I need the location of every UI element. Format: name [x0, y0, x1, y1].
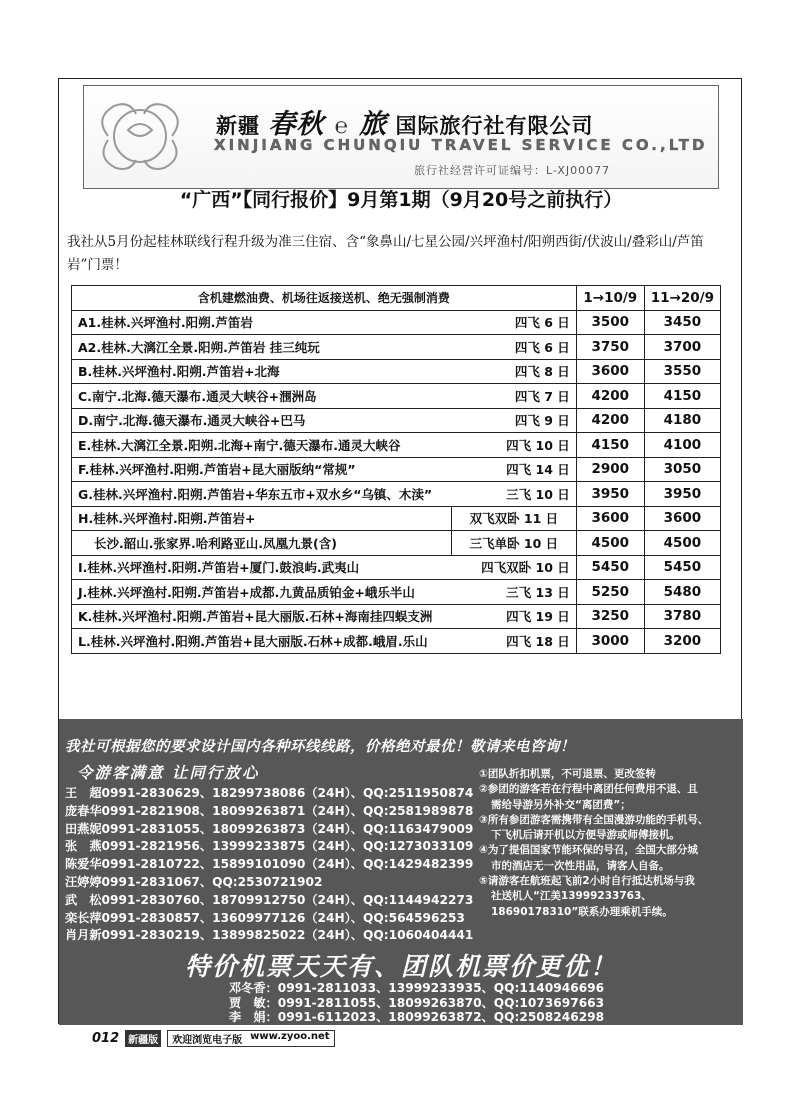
note-item: [479, 874, 741, 920]
note-line: ⑤请游客在航班起飞前2小时自行抵达机场与我: [479, 875, 695, 888]
price-cell: 3780: [644, 604, 720, 629]
price-cell: 4150: [644, 384, 720, 409]
header-period-2: 11→20/9: [644, 286, 720, 311]
note-line: 下飞机后请开机以方便导游或师傅接机。: [491, 829, 680, 842]
days-text: 四飞 19 日: [506, 609, 570, 625]
route-cell: [72, 310, 577, 335]
contact-line: 王 超0991-2830629、18299738086（24H）、QQ:2511950874: [65, 786, 474, 800]
table-row: [72, 482, 721, 507]
ticket-contact-line: 李 娟：0991-6112023、18099263872、QQ:2508246298: [229, 1010, 605, 1024]
contact-line: 汪婷婷0991-2831067、QQ:2530721902: [65, 874, 323, 889]
table-row: [72, 384, 721, 409]
contact-line: 庞春华0991-2821908、18099263871（24H）、QQ:2581989878: [65, 803, 474, 818]
price-cell: 3750: [576, 335, 644, 360]
route-text: 长沙.韶山.张家界.哈利路亚山.凤凰九景(含): [94, 535, 337, 551]
route-text: A2.桂林.大漓江全景.阳朔.芦笛岩 挂三纯玩: [78, 339, 320, 355]
days-text: 四飞 14 日: [506, 462, 570, 478]
price-cell: 3000: [576, 629, 644, 654]
price-table: [71, 285, 721, 654]
table-row: [72, 531, 721, 556]
price-cell: 5450: [576, 555, 644, 580]
satisfaction-slogan: 令游客满意 让同行放心: [77, 764, 260, 782]
days-text: 四飞 8 日: [514, 364, 570, 380]
company-name-part-lv: 旅: [359, 109, 388, 140]
days-cell: 双飞双卧 11 日: [452, 506, 577, 531]
note-line: 市的酒店无一次性用品，请客人自备。: [491, 859, 670, 872]
days-cell: 三飞单卧 10 日: [452, 531, 577, 556]
note-item: [479, 813, 741, 844]
license-number: 旅行社经营许可证编号：L-XJ00077: [414, 164, 611, 177]
days-text: 四飞 9 日: [514, 413, 570, 429]
route-cell: [72, 335, 577, 360]
note-line: ③所有参团游客需携带有全国漫游功能的手机号、: [479, 813, 709, 826]
route-cell: [72, 457, 577, 482]
page-footer: [92, 1030, 335, 1046]
table-row: [72, 506, 721, 531]
route-text: C.南宁.北海.德天瀑布.通灵大峡谷+涠洲岛: [78, 388, 317, 404]
route-text: E.桂林.大漓江全景.阳朔.北海+南宁.德天瀑布.通灵大峡谷: [78, 437, 401, 453]
page-title: “广西”【同行报价】9月第1期（9月20号之前执行）: [179, 189, 623, 211]
route-text: J.桂林.兴坪渔村.阳朔.芦笛岩+成都.九黄品质铂金+峨乐半山: [78, 584, 415, 600]
route-text: K.桂林.兴坪渔村.阳朔.芦笛岩+昆大丽版.石林+海南挂四蜈支洲: [78, 609, 433, 625]
table-row: [72, 433, 721, 458]
days-text: 四飞双卧 10 日: [481, 560, 570, 576]
price-cell: 3600: [576, 506, 644, 531]
note-line: 需给导游另外补交“离团费”；: [491, 798, 631, 811]
price-cell: 3600: [576, 359, 644, 384]
price-cell: 4500: [644, 531, 720, 556]
ticket-slogan: 特价机票天天有、团队机票价更优！: [184, 952, 617, 981]
days-text: 三飞 10 日: [506, 486, 570, 502]
route-text: A1.桂林.兴坪渔村.阳朔.芦笛岩: [78, 315, 253, 331]
table-row: [72, 604, 721, 629]
route-cell: [72, 604, 577, 629]
days-text: 四飞 6 日: [514, 315, 570, 331]
price-cell: 5480: [644, 580, 720, 605]
site-box: [167, 1030, 334, 1047]
route-cell: [72, 555, 577, 580]
price-cell: 5250: [576, 580, 644, 605]
route-text: F.桂林.兴坪渔村.阳朔.芦笛岩+昆大丽版纳“常规”: [78, 462, 356, 478]
days-text: 三飞 13 日: [506, 584, 570, 600]
company-name-en: XINJIANG CHUNQIU TRAVEL SERVICE CO.,LTD: [214, 136, 708, 154]
note-item: [479, 782, 741, 813]
page-number: 012: [92, 1030, 120, 1046]
contact-panel: [59, 719, 743, 1025]
note-line: 社送机人“江美13999233763、: [491, 890, 652, 903]
table-row: [72, 335, 721, 360]
spiral-icon: ℮: [334, 113, 349, 139]
cloud-logo-icon: [88, 90, 192, 184]
company-name-part-suffix: 国际旅行社有限公司: [395, 113, 594, 138]
route-cell: [72, 482, 577, 507]
contact-list: [65, 785, 485, 945]
route-cell: [72, 384, 577, 409]
price-cell: 2900: [576, 457, 644, 482]
price-cell: 3500: [576, 310, 644, 335]
days-text: 四飞 7 日: [514, 388, 570, 404]
route-text: G.桂林.兴坪渔村.阳朔.芦笛岩+华东五市+双水乡“乌镇、木渎”: [78, 486, 433, 502]
company-name-part-xinjiang: 新疆: [216, 113, 260, 138]
custom-route-slogan: 我社可根据您的要求设计国内各种环线线路，价格绝对最优！敬请来电咨询！: [65, 739, 575, 755]
days-text: 四飞 10 日: [506, 437, 570, 453]
welcome-text: 欢迎浏览电子版: [172, 1034, 243, 1046]
note-line: ④为了提倡国家节能环保的号召，全国大部分城: [479, 844, 698, 857]
price-cell: 3950: [644, 482, 720, 507]
price-cell: 3600: [644, 506, 720, 531]
route-text: D.南宁.北海.德天瀑布.通灵大峡谷+巴马: [78, 413, 306, 429]
days-text: 四飞 6 日: [514, 339, 570, 355]
price-cell: 3050: [644, 457, 720, 482]
note-line: ②参团的游客若在行程中离团任何费用不退、且: [479, 783, 698, 796]
route-cell: [72, 359, 577, 384]
ticket-contact-list: [229, 981, 604, 1025]
table-row: [72, 629, 721, 654]
route-text: B.桂林.兴坪渔村.阳朔.芦笛岩+北海: [78, 364, 280, 380]
note-line: ①团队折扣机票，不可退票、更改签转: [479, 768, 656, 780]
contact-line: 陈爱华0991-2810722、15899101090（24H）、QQ:1429482399: [65, 857, 474, 872]
table-row: [72, 555, 721, 580]
days-text: 四飞 18 日: [506, 633, 570, 649]
notes-list: [479, 767, 741, 920]
price-cell: 3950: [576, 482, 644, 507]
table-header-row: [72, 286, 721, 311]
price-cell: 4500: [576, 531, 644, 556]
price-cell: 3550: [644, 359, 720, 384]
edition-tag: 新疆版: [125, 1030, 161, 1047]
table-row: [72, 408, 721, 433]
contact-line: 武 松0991-2830760、18709912750（24H）、QQ:1144942273: [65, 892, 474, 907]
route-cell: [72, 433, 577, 458]
price-cell: 4200: [576, 408, 644, 433]
table-row: [72, 359, 721, 384]
price-cell: 4150: [576, 433, 644, 458]
price-cell: 3250: [576, 604, 644, 629]
price-cell: 4180: [644, 408, 720, 433]
contact-line: 田燕妮0991-2831055、18099263873（24H）、QQ:1163479009: [65, 821, 474, 836]
price-cell: 4100: [644, 433, 720, 458]
route-cell: [72, 408, 577, 433]
table-row: [72, 457, 721, 482]
price-cell: 3200: [644, 629, 720, 654]
route-cell: [72, 629, 577, 654]
note-line: 18690178310”联系办理乘机手续。: [491, 905, 673, 918]
note-item: [479, 767, 741, 782]
ticket-contact-line: 邓冬香：0991-2811033、13999233935、QQ:1140946696: [229, 981, 605, 995]
company-header: [83, 85, 719, 189]
ticket-contact-line: 贾 敏：0991-2811055、18099263870、QQ:1073697663: [229, 995, 605, 1010]
route-text: L.桂林.兴坪渔村.阳朔.芦笛岩+昆大丽版.石林+成都.峨眉.乐山: [78, 633, 428, 649]
company-name-part-chunqiu: 春秋: [268, 109, 325, 140]
contact-line: 栾长萍0991-2830857、13609977126（24H）、QQ:564596253: [65, 910, 465, 925]
table-row: [72, 310, 721, 335]
table-row: [72, 580, 721, 605]
contact-line: 张 燕0991-2821956、13999233875（24H）、QQ:1273033109: [65, 839, 474, 854]
site-link[interactable]: www.zyoo.net: [250, 1030, 330, 1042]
route-cell: [72, 580, 577, 605]
header-description: 含机建燃油费、机场往返接送机、绝无强制消费: [72, 286, 577, 311]
header-period-1: 1→10/9: [576, 286, 644, 311]
route-cell: [72, 531, 452, 556]
price-cell: 3450: [644, 310, 720, 335]
route-text: I.桂林.兴坪渔村.阳朔.芦笛岩+厦门.鼓浪屿.武夷山: [78, 560, 360, 576]
price-cell: 4200: [576, 384, 644, 409]
flyer-page: [58, 78, 742, 1024]
route-cell: H.桂林.兴坪渔村.阳朔.芦笛岩+: [72, 506, 452, 531]
price-cell: 3700: [644, 335, 720, 360]
contact-line: 肖月新0991-2830219、13899825022（24H）、QQ:1060404441: [65, 928, 474, 943]
note-item: [479, 843, 741, 874]
price-cell: 5450: [644, 555, 720, 580]
intro-text: 我社从5月份起桂林联线行程升级为准三住宿、含“象鼻山/七星公园/兴坪渔村/阳朔西街/伏波山/叠彩山/芦笛岩”门票！: [67, 234, 704, 273]
